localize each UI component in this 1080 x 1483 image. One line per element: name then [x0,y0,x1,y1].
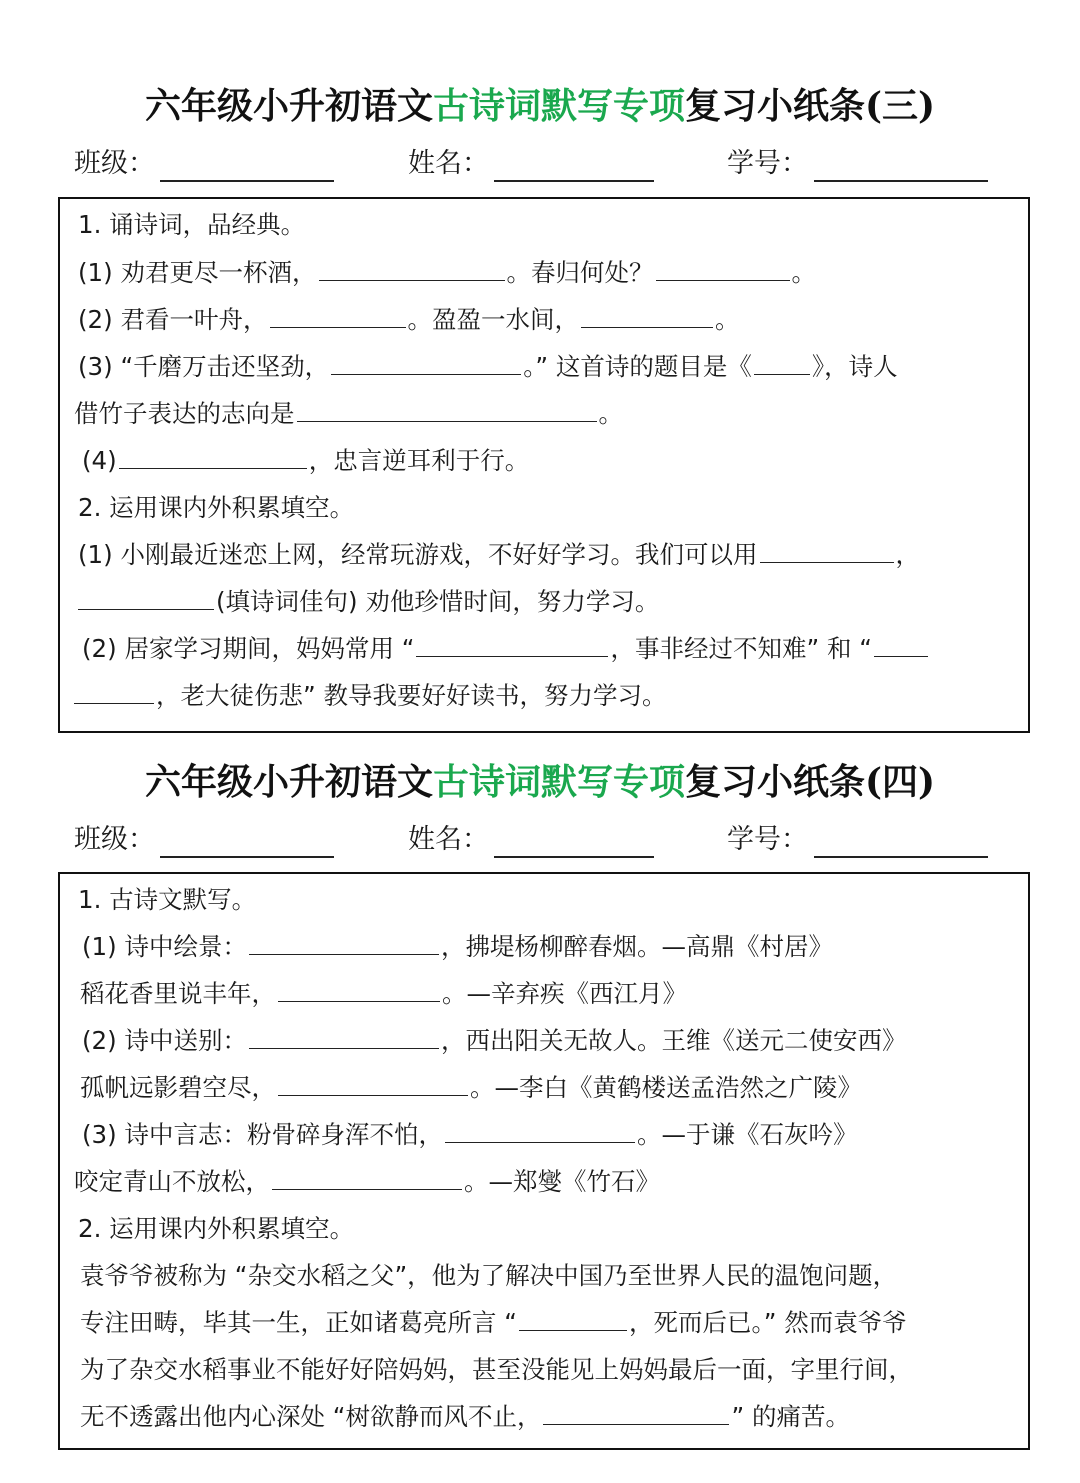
line-text: ，死而后已。” 然而袁爷爷 [628,1308,907,1337]
line-text: (1) 诗中绘景： [82,932,247,961]
answer-blank[interactable] [278,1073,468,1096]
answer-blank[interactable] [656,258,790,281]
id-label: 学号： [727,824,808,855]
line-text: 为了杂交水稻事业不能好好陪妈妈，甚至没能见上妈妈最后一面，字里行间， [80,1355,913,1384]
line-text: 。—郑燮《竹石》 [464,1167,660,1196]
line-text: 袁爷爷被称为 “杂交水稻之父”，他为了解决中国乃至世界人民的温饱问题， [80,1261,898,1290]
answer-blank[interactable] [319,258,505,281]
line-text: 孤帆远影碧空尽， [80,1073,276,1102]
class-label: 班级： [74,824,155,855]
answer-blank[interactable] [278,979,440,1002]
line-text: ” 的痛苦。 [731,1402,850,1431]
sheet-4-question-box [58,872,1030,1450]
sheet-3-title [0,82,1080,130]
answer-blank[interactable] [519,1308,627,1331]
line-text: ，忠言逆耳利于行。 [308,446,530,475]
section-heading: 1. 诵诗词，品经典。 [78,210,306,239]
line-text: ，事非经过不知难” 和 “ [610,634,872,663]
class-field[interactable] [160,180,334,182]
question-line [80,1259,897,1293]
class-label: 班级： [74,148,155,179]
id-field[interactable] [814,180,988,182]
line-text: (1) 小刚最近迷恋上网，经常玩游戏，不好好学习。我们可以用 [78,540,758,569]
line-text: 稻花香里说丰年， [80,979,276,1008]
sheet-4-title [0,758,1080,806]
answer-blank[interactable] [297,399,597,422]
question-line [78,538,920,572]
sheet-4-info-row [0,820,1080,860]
question-line [78,491,354,525]
name-label: 姓名： [408,148,489,179]
line-text: ，老大徒伤悲” 教导我要好好读书，努力学习。 [156,681,667,710]
line-text: (3) “千磨万击还坚劲， [78,352,330,381]
question-line [80,977,687,1011]
name-field[interactable] [494,856,654,858]
name-field[interactable] [494,180,654,182]
question-line [78,350,898,384]
sheet-3-info-row [0,144,1080,184]
question-line [78,1212,354,1246]
question-line [82,632,930,666]
answer-blank[interactable] [78,587,214,610]
line-text: 。 [598,399,623,428]
title-highlight: 古诗词默写专项 [432,761,685,803]
id-field[interactable] [814,856,988,858]
answer-blank[interactable] [272,1167,462,1190]
line-text: 咬定青山不放松， [74,1167,270,1196]
question-line [82,1024,907,1058]
title-prefix: 六年级小升初语文 [144,85,433,127]
answer-blank[interactable] [760,540,894,563]
question-line [74,679,666,713]
question-line [78,208,305,242]
line-text: 。春归何处？ [506,258,654,287]
question-line [78,883,256,917]
answer-blank[interactable] [754,352,810,375]
line-text: ，西出阳关无故人。王维《送元二使安西》 [441,1026,907,1055]
section-heading: 2. 运用课内外积累填空。 [78,1214,355,1243]
line-text: 。” 这首诗的题目是《 [523,352,752,381]
question-line [80,1306,907,1340]
answer-blank[interactable] [874,634,928,657]
line-text: (3) 诗中言志：粉骨碎身浑不怕， [82,1120,443,1149]
question-line [80,1071,862,1105]
answer-blank[interactable] [416,634,608,657]
answer-blank[interactable] [581,305,713,328]
question-line [82,1118,858,1152]
question-line [74,397,623,431]
question-line [74,1165,660,1199]
line-text: (2) 诗中送别： [82,1026,247,1055]
question-line [80,1400,850,1434]
line-text: ，拂堤杨柳醉春烟。—高鼎《村居》 [441,932,833,961]
answer-blank[interactable] [445,1120,635,1143]
answer-blank[interactable] [270,305,406,328]
title-prefix: 六年级小升初语文 [144,761,433,803]
line-text: 》，诗人 [811,352,898,381]
line-text: 。盈盈一水间， [407,305,579,334]
line-text: 专注田畴，毕其一生，正如诸葛亮所言 “ [80,1308,517,1337]
section-heading: 2. 运用课内外积累填空。 [78,493,355,522]
line-text: ， [895,540,920,569]
name-label: 姓名： [408,824,489,855]
line-text: 借竹子表达的志向是 [74,399,295,428]
line-text: 。 [715,305,740,334]
question-line [82,930,833,964]
line-text: (填诗词佳句) 劝他珍惜时间，努力学习。 [216,587,660,616]
line-text: 。—于谦《石灰吟》 [637,1120,858,1149]
answer-blank[interactable] [119,446,307,469]
line-text: (1) 劝君更尽一杯酒， [78,258,317,287]
line-text: (4) [82,446,117,475]
id-label: 学号： [727,148,808,179]
line-text: 无不透露出他内心深处 “树欲静而风不止， [80,1402,542,1431]
line-text: (2) 居家学习期间，妈妈常用 “ [82,634,415,663]
answer-blank[interactable] [543,1402,729,1425]
line-text: 。 [791,258,816,287]
title-suffix: 复习小纸条(四) [684,761,936,803]
class-field[interactable] [160,856,334,858]
answer-blank[interactable] [331,352,521,375]
question-line [78,585,659,619]
question-line [78,303,740,337]
answer-blank[interactable] [74,681,154,704]
line-text: 。—李白《黄鹤楼送孟浩然之广陵》 [470,1073,862,1102]
question-line [82,444,529,478]
answer-blank[interactable] [249,1026,439,1049]
section-heading: 1. 古诗文默写。 [78,885,257,914]
title-highlight: 古诗词默写专项 [432,85,685,127]
line-text: (2) 君看一叶舟， [78,305,268,334]
line-text: 。—辛弃疾《西江月》 [442,979,687,1008]
title-suffix: 复习小纸条(三) [684,85,936,127]
sheet-3-question-box [58,197,1030,733]
answer-blank[interactable] [249,932,439,955]
question-line [78,256,816,290]
question-line [80,1353,913,1387]
